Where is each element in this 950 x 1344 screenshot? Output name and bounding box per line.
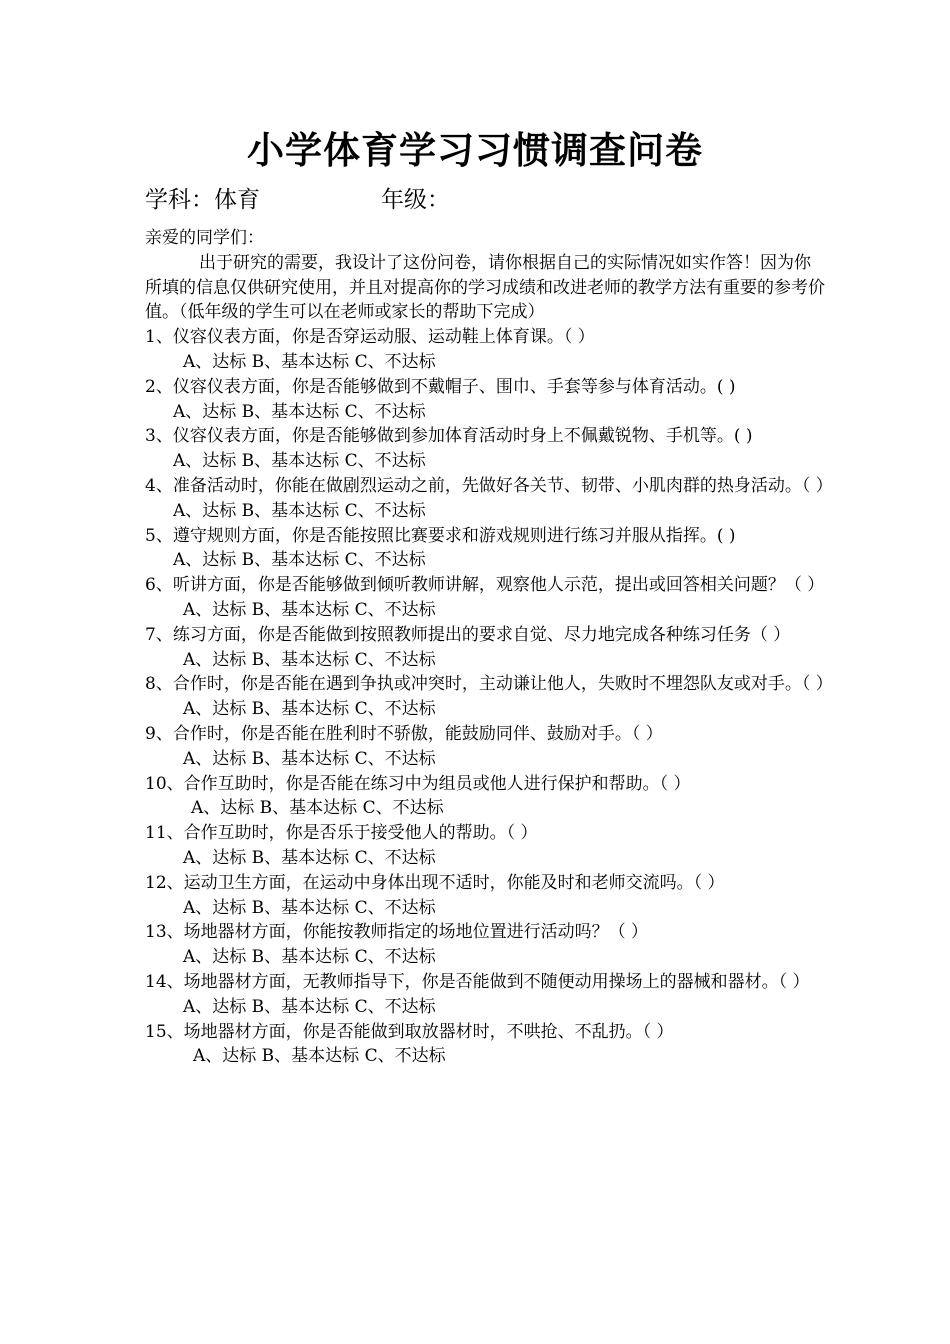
question-text: 10、合作互助时，你是否能在练习中为组员或他人进行保护和帮助。（ ） — [145, 773, 691, 794]
answer-options: A、达标 B、基本达标 C、不达标 — [183, 897, 436, 918]
answer-options: A、达标 B、基本达标 C、不达标 — [183, 947, 436, 968]
question-item — [145, 325, 825, 375]
question-item — [145, 672, 833, 722]
greeting: 亲爱的同学们： — [145, 228, 264, 248]
question-item — [145, 474, 833, 524]
answer-options: A、达标 B、基本达标 C、不达标 — [183, 649, 436, 670]
question-text: 3、仪容仪表方面，你是否能够做到参加体育活动时身上不佩戴锐物、手机等。( ) — [145, 426, 753, 447]
answer-options: A、达标 B、基本达标 C、不达标 — [183, 996, 436, 1017]
meta-line — [145, 184, 450, 216]
question-text: 2、仪容仪表方面，你是否能够做到不戴帽子、围巾、手套等参与体育活动。( ) — [145, 376, 736, 397]
answer-options: A、达标 B、基本达标 C、不达标 — [191, 798, 444, 819]
question-item — [145, 1020, 825, 1070]
question-item — [145, 524, 825, 574]
question-item — [145, 573, 825, 623]
question-text: 11、合作互助时，你是否乐于接受他人的帮助。（ ） — [145, 823, 538, 844]
question-item — [145, 722, 825, 772]
answer-options: A、达标 B、基本达标 C、不达标 — [173, 550, 426, 571]
intro-text: 出于研究的需要，我设计了这份问卷，请你根据自己的实际情况如实作答！因为你所填的信息仅供研究使用，并且对提高你的学习成绩和改进老师的教学方法有重要的参考价值。（低年级的学生可以在老师或家长的帮助下完成） — [145, 252, 825, 323]
question-text: 12、运动卫生方面，在运动中身体出现不适时，你能及时和老师交流吗。（ ） — [145, 872, 725, 893]
page-title: 小学体育学习习惯调查问卷 — [247, 128, 703, 172]
answer-options: A、达标 B、基本达标 C、不达标 — [183, 351, 436, 372]
question-item — [145, 375, 825, 425]
survey-body — [145, 226, 833, 1069]
question-text: 14、场地器材方面，无教师指导下，你是否能做到不随便动用操场上的器械和器材。（ ） — [145, 971, 810, 992]
question-item — [145, 920, 825, 970]
question-text: 1、仪容仪表方面，你是否穿运动服、运动鞋上体育课。（ ） — [145, 327, 595, 348]
question-text: 9、合作时，你是否能在胜利时不骄傲，能鼓励同伴、鼓励对手。（ ） — [145, 723, 663, 744]
answer-options: A、达标 B、基本达标 C、不达标 — [193, 1046, 446, 1067]
question-text: 5、遵守规则方面，你是否能按照比赛要求和游戏规则进行练习并服从指挥。( ) — [145, 525, 736, 546]
subject-label: 学科：体育 — [145, 187, 260, 213]
answer-options: A、达标 B、基本达标 C、不达标 — [183, 699, 436, 720]
question-text: 6、听讲方面，你是否能够做到倾听教师讲解，观察他人示范，提出或回答相关问题？（ ） — [145, 575, 825, 596]
question-text: 13、场地器材方面，你能按教师指定的场地位置进行活动吗？（ ） — [145, 922, 649, 943]
question-text: 7、练习方面，你是否能做到按照教师提出的要求自觉、尽力地完成各种练习任务（ ） — [145, 624, 791, 645]
question-text: 8、合作时，你是否能在遇到争执或冲突时，主动谦让他人，失败时不埋怨队友或对手。（ ） — [145, 674, 833, 695]
intro-paragraph — [145, 251, 825, 325]
question-item — [145, 821, 825, 871]
answer-options: A、达标 B、基本达标 C、不达标 — [173, 500, 426, 521]
answer-options: A、达标 B、基本达标 C、不达标 — [173, 401, 426, 422]
question-list — [145, 325, 833, 1069]
answer-options: A、达标 B、基本达标 C、不达标 — [183, 748, 436, 769]
question-item — [145, 772, 825, 822]
answer-options: A、达标 B、基本达标 C、不达标 — [173, 451, 426, 472]
question-item — [145, 623, 825, 673]
grade-label: 年级： — [381, 187, 450, 213]
question-text: 15、场地器材方面，你是否能做到取放器材时，不哄抢、不乱扔。（ ） — [145, 1021, 674, 1042]
question-item — [145, 424, 825, 474]
question-item — [145, 970, 825, 1020]
answer-options: A、达标 B、基本达标 C、不达标 — [183, 847, 436, 868]
answer-options: A、达标 B、基本达标 C、不达标 — [183, 599, 436, 620]
question-item — [145, 871, 825, 921]
question-text: 4、准备活动时，你能在做剧烈运动之前，先做好各关节、韧带、小肌肉群的热身活动。（ ） — [145, 475, 833, 496]
